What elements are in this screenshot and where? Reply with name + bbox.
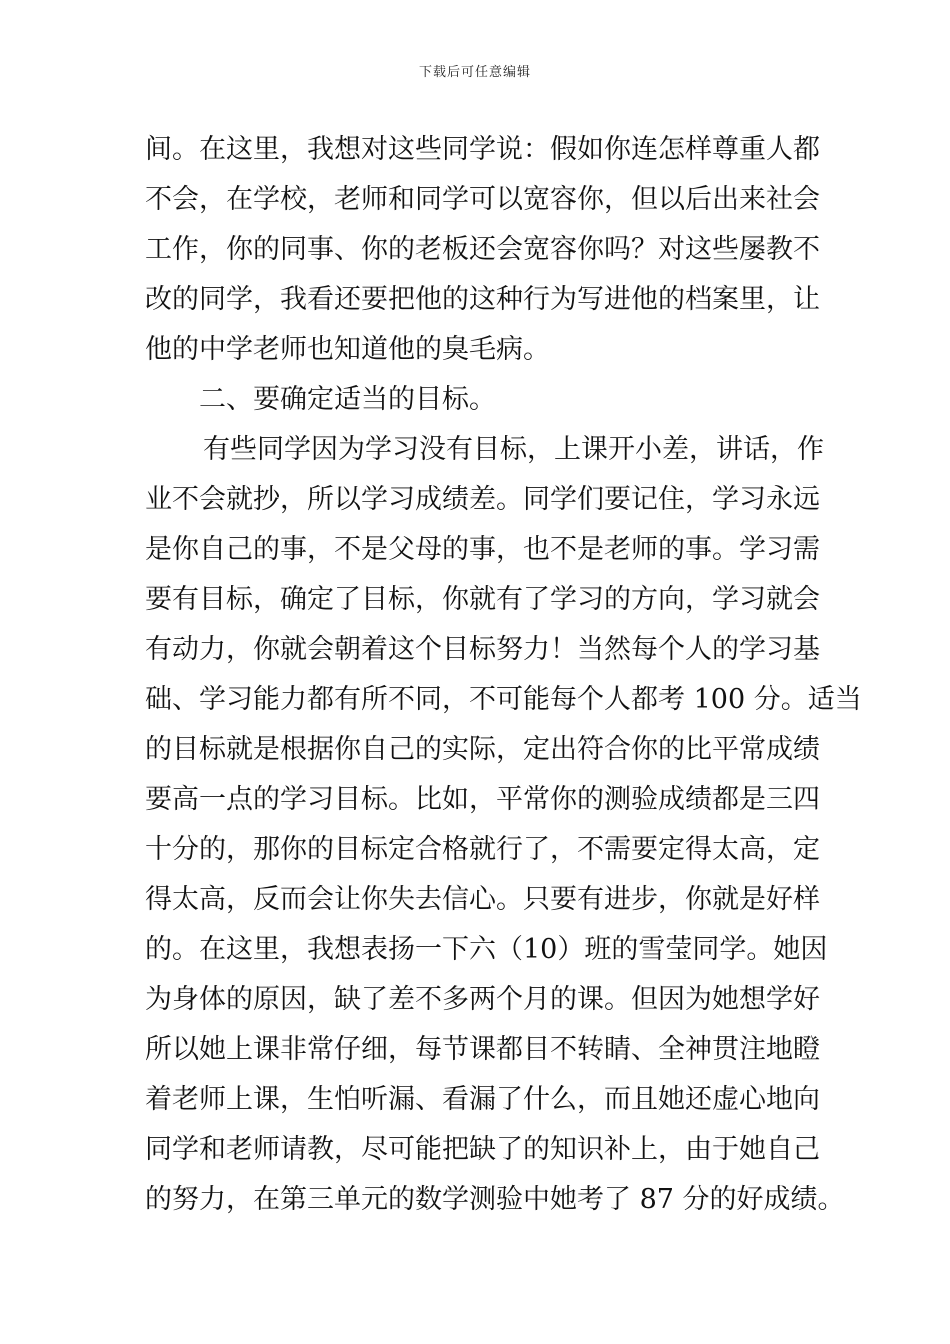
text-line: 改的同学，我看还要把他的这种行为写进他的档案里，让 bbox=[145, 284, 820, 315]
text-line: 他的中学老师也知道他的臭毛病。 bbox=[145, 334, 550, 365]
text-line: 业不会就抄，所以学习成绩差。同学们要记住，学习永远 bbox=[145, 484, 820, 515]
text-line: 的目标就是根据你自己的实际，定出符合你的比平常成绩 bbox=[145, 734, 820, 765]
text-line: 十分的，那你的目标定合格就行了，不需要定得太高，定 bbox=[145, 834, 820, 865]
text-line: 的。在这里，我想表扬一下六（10）班的雪莹同学。她因 bbox=[145, 934, 828, 965]
text-line: 同学和老师请教，尽可能把缺了的知识补上，由于她自己 bbox=[145, 1134, 820, 1165]
text-line: 不会，在学校，老师和同学可以宽容你，但以后出来社会 bbox=[145, 184, 820, 215]
text-line: 工作，你的同事、你的老板还会宽容你吗？对这些屡教不 bbox=[145, 234, 820, 265]
text-line: 是你自己的事，不是父母的事，也不是老师的事。学习需 bbox=[145, 534, 820, 565]
page-header: 下载后可任意编辑 bbox=[418, 65, 531, 80]
text-line: 着老师上课，生怕听漏、看漏了什么，而且她还虚心地向 bbox=[145, 1084, 820, 1115]
text-line: 得太高，反而会让你失去信心。只要有进步，你就是好样 bbox=[145, 884, 820, 915]
text-line: 要有目标，确定了目标，你就有了学习的方向，学习就会 bbox=[145, 584, 820, 615]
text-line: 间。在这里，我想对这些同学说：假如你连怎样尊重人都 bbox=[145, 134, 820, 165]
text-line: 的努力，在第三单元的数学测验中她考了 87 分的好成绩。 bbox=[145, 1184, 845, 1215]
text-line: 有些同学因为学习没有目标，上课开小差，讲话，作 bbox=[203, 434, 824, 465]
text-line: 所以她上课非常仔细，每节课都目不转睛、全神贯注地瞪 bbox=[145, 1034, 820, 1065]
text-line: 为身体的原因，缺了差不多两个月的课。但因为她想学好 bbox=[145, 984, 820, 1015]
section-heading: 二、要确定适当的目标。 bbox=[199, 384, 496, 415]
text-line: 要高一点的学习目标。比如，平常你的测验成绩都是三四 bbox=[145, 784, 820, 815]
text-line: 础、学习能力都有所不同，不可能每个人都考 100 分。适当 bbox=[145, 684, 862, 715]
text-line: 有动力，你就会朝着这个目标努力！当然每个人的学习基 bbox=[145, 634, 820, 665]
document-body bbox=[145, 125, 862, 1225]
